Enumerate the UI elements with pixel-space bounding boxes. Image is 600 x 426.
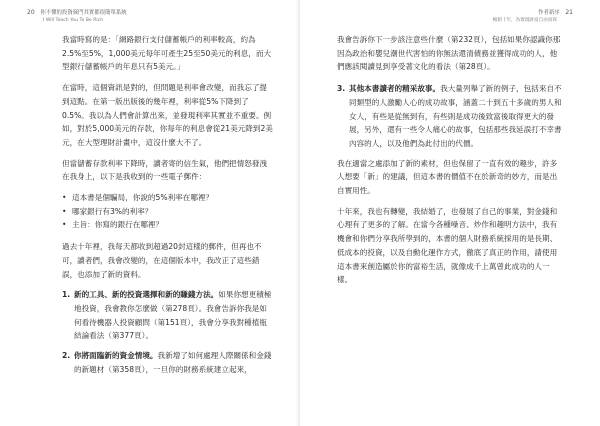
right-header-title: 作者新序 bbox=[538, 10, 560, 16]
item-text: 我新增了如何處理人際關係和金錢的新題材（第358頁），一旦你的財務系統建立起來， bbox=[74, 351, 272, 374]
left-paragraph-2: 在當時，這個資訊是對的，但問題是利率會改變，而我忘了提到這點。在第一版出版後的幾年裡，利率從5%下降到了0.5%。我以為人們會計算出來，並發現利率其實並不重要。例如，對於5,000美元的存款，你每年的利息會從21美元降到2美元，在大型理財計畫中，這沒什麼大不了。 bbox=[62, 83, 273, 147]
item-number: 1. bbox=[62, 290, 71, 300]
item-number: 3. bbox=[337, 84, 346, 94]
item-number: 2. bbox=[62, 351, 71, 361]
left-running-header bbox=[27, 9, 127, 24]
left-paragraph-4: 過去十年裡，我每天都收到超過20封這樣的郵件，但再也不可，讀者們，我會改變的，在這個版本中，我改正了這些錯誤，也添加了新的資料。 bbox=[62, 242, 262, 279]
left-paragraph-1: 我當時寫的是：「網路銀行支付儲蓄帳戶的利率較高，約為2.5%至5%，1,000美元每年可產生25至50美元的利息，而大型銀行儲蓄帳戶的年息只有5美元。」 bbox=[62, 35, 272, 72]
item-text: 如果你想更積極地投資，我會教你怎麼做（第278頁）。我會告訴你我是如何看待機器人投資顧問（第151頁），我會分享我對種植瓶結論看法（第377頁）。 bbox=[74, 290, 272, 341]
email-quote-item: • 這本書是個騙局，你說的5%利率在哪裡？ bbox=[62, 191, 274, 205]
email-quote-list bbox=[62, 191, 274, 232]
left-numbered-list bbox=[62, 288, 274, 376]
right-page-body bbox=[337, 33, 562, 294]
item-lead: 新的工具、新的投資選擇和新的賺錢方法。 bbox=[74, 290, 219, 300]
right-running-header bbox=[493, 9, 573, 24]
left-page-body bbox=[62, 33, 274, 382]
right-paragraph-1: 我在適當之處添加了新的素材，但也保留了一直有效的趣步，許多人想要「新」的建議，但這本書的價值不在於新奇的妙方，而是出自實用性。 bbox=[337, 158, 558, 196]
right-page-number: 21 bbox=[565, 9, 573, 16]
left-header-subtitle: I Will Teach You To Be Rich bbox=[43, 18, 104, 23]
item-lead: 你將面臨新的資金情境。 bbox=[74, 351, 158, 361]
right-paragraph-2: 十年來，我也有轉變，我結婚了，也發展了自己的事業，對金錢和心理有了更多的了解。在當今各種噪音、炒作和趣明方法中，我有機會和你們分享我所學到的，本書的個人財務系統採用的是長期、低成本的投資，以及自動化運作方式，徹底了真正的作用，請使用這本書來創造屬於你的富裕生活，就像成千上萬曾此成功的人一樣。 bbox=[337, 206, 558, 285]
item-text: 我大量列舉了新的例子，包括來自不同類型的人激勵人心的成功故事，涵蓋二十到五十多歲的男人和女人，有些是從無到有，有些則是成功後致富後取得更大的發展，另外，還有一些令人痛心的故事，包括那些我延誤打不幸書內容的人，以及他們為此付出的代價。 bbox=[349, 84, 562, 148]
left-page-number: 20 bbox=[27, 9, 35, 16]
numbered-item-1 bbox=[62, 288, 274, 343]
email-quote-item: • 哪家銀行有3%的利率？ bbox=[62, 205, 274, 219]
email-quote-item: • 主旨：你寫的銀行在哪裡？ bbox=[62, 218, 274, 232]
left-paragraph-3: 但當儲蓄存款利率下降時，讀者寄的信生氣，他們把情怒發洩在我身上，以下是我收到的一些電子郵件： bbox=[62, 158, 268, 182]
right-header-subtitle: 暢銷十年，為實現財富自由而寫 bbox=[492, 18, 557, 23]
left-header-title: 你不懂的投資竅門其實都很簡單系統 bbox=[40, 10, 127, 16]
numbered-item-2 bbox=[62, 349, 274, 376]
right-numbered-list bbox=[337, 82, 562, 151]
right-continuation: 我會告訴你下一步該注意些什麼（第232頁），包括如果你認識你那因為政治和嬰兒潮世代害怕的你無法還清債務並獲得成功的人，他們應該閱讀見到享受著文化的看法（第28頁）。 bbox=[337, 35, 561, 72]
numbered-item-3 bbox=[337, 82, 562, 151]
item-lead: 其他本書讀者的精采故事。 bbox=[349, 84, 441, 94]
right-page bbox=[300, 0, 600, 426]
